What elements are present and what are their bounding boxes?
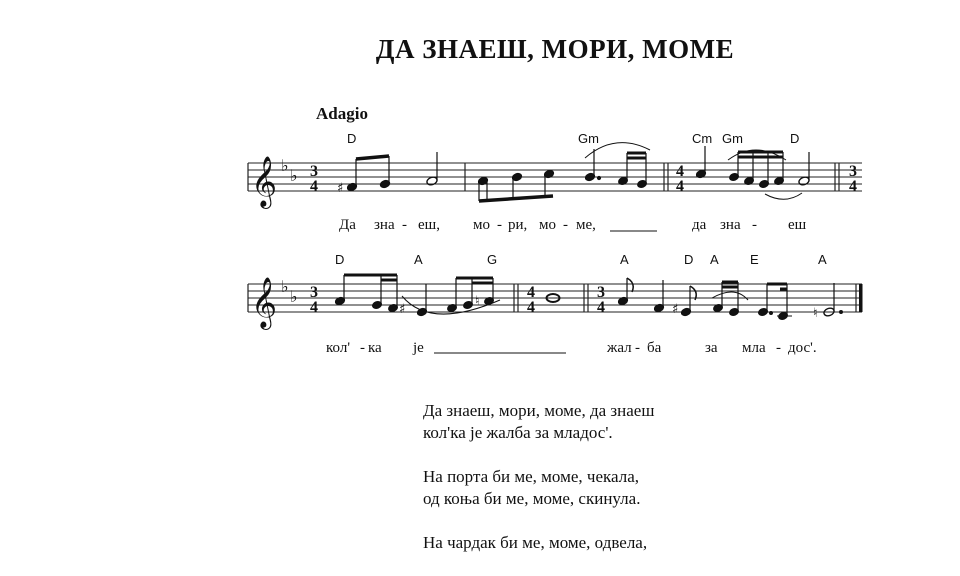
chord-symbol: D (684, 252, 694, 267)
lyric-syllable: зна (720, 217, 741, 233)
time-signature-top: 3 (310, 284, 318, 301)
chord-symbol: A (620, 252, 629, 267)
final-barline (859, 284, 863, 312)
lyric-syllable: ба (647, 340, 662, 356)
time-signature-bottom: 4 (527, 299, 535, 316)
lyric-syllable: ка (368, 340, 382, 356)
time-signature-top: 3 (597, 284, 605, 301)
svg-text:♭: ♭ (281, 156, 289, 175)
verse-line: На порта би ме, моме, чекала, (423, 467, 639, 486)
chord-symbol: G (487, 252, 498, 267)
lyric-syllable: мо (539, 217, 556, 233)
tempo-marking: Adagio (316, 104, 368, 123)
stanza (423, 466, 654, 510)
lyric-syllable: - (402, 217, 407, 233)
time-signature-bottom: 4 (310, 299, 318, 316)
time-signature-top: 4 (676, 163, 684, 180)
time-signature-bottom: 4 (849, 178, 857, 195)
time-signature-top: 3 (310, 163, 318, 180)
chord-symbol: Gm (722, 131, 743, 146)
lyric-syllable: - (360, 340, 365, 356)
chord-symbol: A (818, 252, 827, 267)
svg-text:♭: ♭ (290, 287, 298, 306)
verse-line: од коња би ме, моме, скинула. (423, 489, 641, 508)
lyric-syllable: је (413, 340, 424, 356)
svg-text:♯: ♯ (672, 302, 679, 317)
time-signature-top: 4 (527, 284, 535, 301)
lyric-syllable: ме, (576, 217, 596, 233)
lyric-syllable: жал (607, 340, 632, 356)
treble-clef-icon: 𝄞 (251, 156, 278, 207)
notes-system-1 (337, 143, 810, 201)
lyric-syllable: Да (339, 217, 356, 233)
lyric-syllable: да (692, 217, 707, 233)
verse-text (423, 400, 654, 576)
time-signature-bottom: 4 (676, 178, 684, 195)
svg-text:♮: ♮ (475, 294, 480, 309)
song-title: ДА ЗНАЕШ, МОРИ, МОМЕ (375, 34, 735, 64)
svg-text:♯: ♯ (399, 302, 406, 317)
verse-line: кол'ка је жалба за младос'. (423, 423, 613, 442)
lyric-syllable: еш, (418, 217, 440, 233)
chord-symbol: D (335, 252, 345, 267)
svg-text:♮: ♮ (813, 306, 818, 321)
chord-symbol: D (347, 131, 357, 146)
lyric-syllable: зна (374, 217, 395, 233)
chord-symbol: Cm (692, 131, 713, 146)
lyric-syllable: мо (473, 217, 490, 233)
lyric-syllable: дос'. (788, 340, 817, 356)
stanza (423, 532, 654, 554)
chord-symbol: E (750, 252, 759, 267)
lyric-syllable: еш (788, 217, 807, 233)
lyric-syllable: мла (742, 340, 766, 356)
lyric-syllable: - (752, 217, 757, 233)
chord-symbol: D (790, 131, 800, 146)
verse-line: Да знаеш, мори, моме, да знаеш (423, 401, 655, 420)
lyric-syllable: за (705, 340, 718, 356)
time-signature-bottom: 4 (310, 178, 318, 195)
svg-text:♯: ♯ (337, 181, 344, 196)
svg-text:♭: ♭ (281, 277, 289, 296)
lyric-syllable: - (635, 340, 640, 356)
verse-line: На чардак би ме, моме, одвела, (423, 533, 648, 552)
chord-symbol: A (710, 252, 719, 267)
time-signature-top: 3 (849, 163, 857, 180)
lyric-syllable: кол' (326, 340, 351, 356)
chord-symbol: A (414, 252, 423, 267)
lyric-syllable: - (776, 340, 781, 356)
svg-text:♭: ♭ (290, 166, 298, 185)
lyric-syllable: ри, (508, 217, 528, 233)
time-signature-bottom: 4 (597, 299, 605, 316)
lyric-syllable: - (497, 217, 502, 233)
stanza (423, 400, 654, 444)
chord-symbol: Gm (578, 131, 599, 146)
treble-clef-icon: 𝄞 (251, 277, 278, 328)
lyric-syllable: - (563, 217, 568, 233)
